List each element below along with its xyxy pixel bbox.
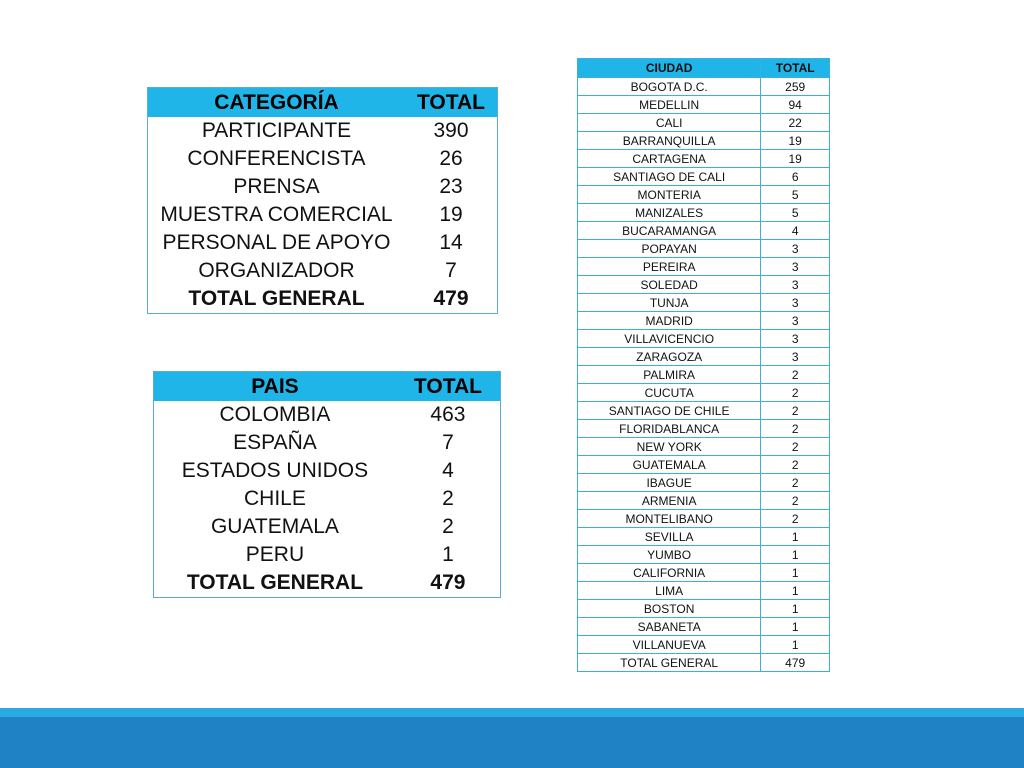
cell-total: 463 [430, 403, 466, 426]
cell-total: 3 [761, 312, 830, 330]
table-header-row [154, 372, 501, 402]
cell-ciudad: CUCUTA [578, 384, 761, 402]
cell-ciudad: MEDELLIN [578, 96, 761, 114]
cell-ciudad: SANTIAGO DE CHILE [578, 402, 761, 420]
table-row [578, 312, 830, 330]
pais-table [153, 371, 501, 598]
cell-total: 2 [761, 456, 830, 474]
table-row [578, 600, 830, 618]
cell-ciudad: TUNJA [578, 294, 761, 312]
cell-categoria: CONFERENCISTA [187, 147, 366, 170]
table-header-row [578, 59, 830, 78]
cell-total: 1 [761, 528, 830, 546]
table-row [578, 294, 830, 312]
cell-total: 4 [442, 459, 454, 482]
cell-ciudad: NEW YORK [578, 438, 761, 456]
table-row [578, 474, 830, 492]
cell-total: 2 [761, 492, 830, 510]
total-row [578, 654, 830, 672]
cell-ciudad: SEVILLA [578, 528, 761, 546]
table-row [578, 582, 830, 600]
table-row [148, 257, 498, 285]
table-row [578, 492, 830, 510]
cell-total: 3 [761, 276, 830, 294]
table-row [154, 485, 501, 513]
cell-total: 3 [761, 348, 830, 366]
cell-total: 390 [433, 119, 469, 142]
table-row [578, 348, 830, 366]
cell-total: 1 [761, 582, 830, 600]
table-row [148, 201, 498, 229]
cell-ciudad: IBAGUE [578, 474, 761, 492]
cell-total: 1 [761, 636, 830, 654]
table-row [154, 401, 501, 429]
cell-total: 3 [761, 294, 830, 312]
table-row [578, 222, 830, 240]
table-row [154, 457, 501, 485]
column-header-total: TOTAL [405, 88, 498, 118]
cell-ciudad: BOSTON [578, 600, 761, 618]
cell-ciudad: CALI [578, 114, 761, 132]
table-row [578, 546, 830, 564]
cell-ciudad: SOLEDAD [578, 276, 761, 294]
table-row [578, 528, 830, 546]
ciudad-table [577, 58, 830, 672]
table-row [578, 240, 830, 258]
cell-ciudad: MADRID [578, 312, 761, 330]
cell-total: 1 [442, 543, 454, 566]
cell-total: 3 [761, 258, 830, 276]
cell-total: 2 [761, 420, 830, 438]
cell-ciudad: MANIZALES [578, 204, 761, 222]
categoria-table [147, 87, 498, 314]
table-row [578, 78, 830, 96]
cell-total: 6 [761, 168, 830, 186]
table-row [578, 96, 830, 114]
table-row [578, 618, 830, 636]
cell-total: 2 [761, 510, 830, 528]
table-row [578, 276, 830, 294]
table-row [578, 114, 830, 132]
cell-total: 1 [761, 600, 830, 618]
cell-total: 2 [761, 384, 830, 402]
table-row [578, 456, 830, 474]
column-header-total: TOTAL [396, 372, 501, 402]
cell-pais: CHILE [244, 487, 306, 510]
table-row [578, 366, 830, 384]
cell-pais: ESPAÑA [233, 431, 317, 454]
cell-total: 2 [442, 515, 454, 538]
cell-ciudad: SANTIAGO DE CALI [578, 168, 761, 186]
column-header-ciudad: CIUDAD [578, 59, 761, 78]
cell-total: 94 [761, 96, 830, 114]
table-row [578, 330, 830, 348]
column-header-categoria: CATEGORÍA [148, 88, 405, 118]
cell-categoria: ORGANIZADOR [198, 259, 355, 282]
cell-total: 2 [761, 366, 830, 384]
table-row [154, 513, 501, 541]
cell-pais: ESTADOS UNIDOS [181, 459, 369, 482]
cell-ciudad: LIMA [578, 582, 761, 600]
table-row [148, 229, 498, 257]
cell-total: 19 [761, 150, 830, 168]
cell-pais: COLOMBIA [219, 403, 331, 426]
cell-total: 1 [761, 564, 830, 582]
table-row [148, 173, 498, 201]
table-row [578, 384, 830, 402]
table-row [578, 636, 830, 654]
cell-categoria: PRENSA [233, 175, 320, 198]
cell-categoria: PERSONAL DE APOYO [162, 231, 391, 254]
cell-ciudad: PALMIRA [578, 366, 761, 384]
table-row [578, 132, 830, 150]
cell-ciudad: BOGOTA D.C. [578, 78, 761, 96]
cell-total: 23 [439, 175, 463, 198]
cell-ciudad: YUMBO [578, 546, 761, 564]
cell-total: 26 [439, 147, 463, 170]
cell-ciudad: MONTELIBANO [578, 510, 761, 528]
table-row [578, 564, 830, 582]
table-row [578, 420, 830, 438]
column-header-total: TOTAL [761, 59, 830, 78]
cell-categoria: PARTICIPANTE [201, 119, 352, 142]
cell-pais: PERU [245, 543, 305, 566]
cell-ciudad: BARRANQUILLA [578, 132, 761, 150]
footer-stripe [0, 708, 1024, 717]
cell-total: 3 [761, 330, 830, 348]
table-row [578, 510, 830, 528]
cell-total: 2 [761, 438, 830, 456]
cell-total-value: 479 [761, 654, 830, 672]
cell-total: 5 [761, 186, 830, 204]
table-header-row [148, 88, 498, 118]
column-header-pais: PAIS [154, 372, 396, 402]
cell-ciudad: BUCARAMANGA [578, 222, 761, 240]
total-row [148, 285, 498, 314]
cell-ciudad: POPAYAN [578, 240, 761, 258]
table-row [578, 204, 830, 222]
table-row [148, 145, 498, 173]
cell-total: 1 [761, 618, 830, 636]
cell-total: 2 [442, 487, 454, 510]
table-row [154, 429, 501, 457]
footer-band [0, 717, 1024, 768]
cell-total: 22 [761, 114, 830, 132]
table-row [154, 541, 501, 569]
cell-total: 1 [761, 546, 830, 564]
table-row [578, 186, 830, 204]
cell-total: 14 [439, 231, 463, 254]
cell-total-label: TOTAL GENERAL [578, 654, 761, 672]
cell-categoria: MUESTRA COMERCIAL [160, 203, 393, 226]
cell-total: 19 [761, 132, 830, 150]
cell-ciudad: ARMENIA [578, 492, 761, 510]
cell-total-value: 479 [433, 287, 469, 310]
cell-ciudad: VILLAVICENCIO [578, 330, 761, 348]
cell-total: 2 [761, 402, 830, 420]
cell-ciudad: CARTAGENA [578, 150, 761, 168]
cell-total: 3 [761, 240, 830, 258]
cell-ciudad: VILLANUEVA [578, 636, 761, 654]
cell-total-value: 479 [430, 571, 466, 594]
cell-total: 7 [442, 431, 454, 454]
cell-total: 259 [761, 78, 830, 96]
table-row [578, 258, 830, 276]
table-row [578, 438, 830, 456]
cell-total: 5 [761, 204, 830, 222]
cell-total: 7 [445, 259, 457, 282]
total-row [154, 569, 501, 598]
table-row [578, 168, 830, 186]
cell-total-label: TOTAL GENERAL [188, 287, 365, 310]
cell-ciudad: SABANETA [578, 618, 761, 636]
cell-ciudad: ZARAGOZA [578, 348, 761, 366]
cell-total: 2 [761, 474, 830, 492]
cell-ciudad: PEREIRA [578, 258, 761, 276]
table-row [148, 117, 498, 145]
table-row [578, 150, 830, 168]
cell-total: 4 [761, 222, 830, 240]
table-row [578, 402, 830, 420]
cell-ciudad: FLORIDABLANCA [578, 420, 761, 438]
cell-ciudad: GUATEMALA [578, 456, 761, 474]
cell-ciudad: MONTERIA [578, 186, 761, 204]
cell-total: 19 [439, 203, 463, 226]
cell-total-label: TOTAL GENERAL [186, 571, 364, 594]
cell-pais: GUATEMALA [210, 515, 339, 538]
cell-ciudad: CALIFORNIA [578, 564, 761, 582]
